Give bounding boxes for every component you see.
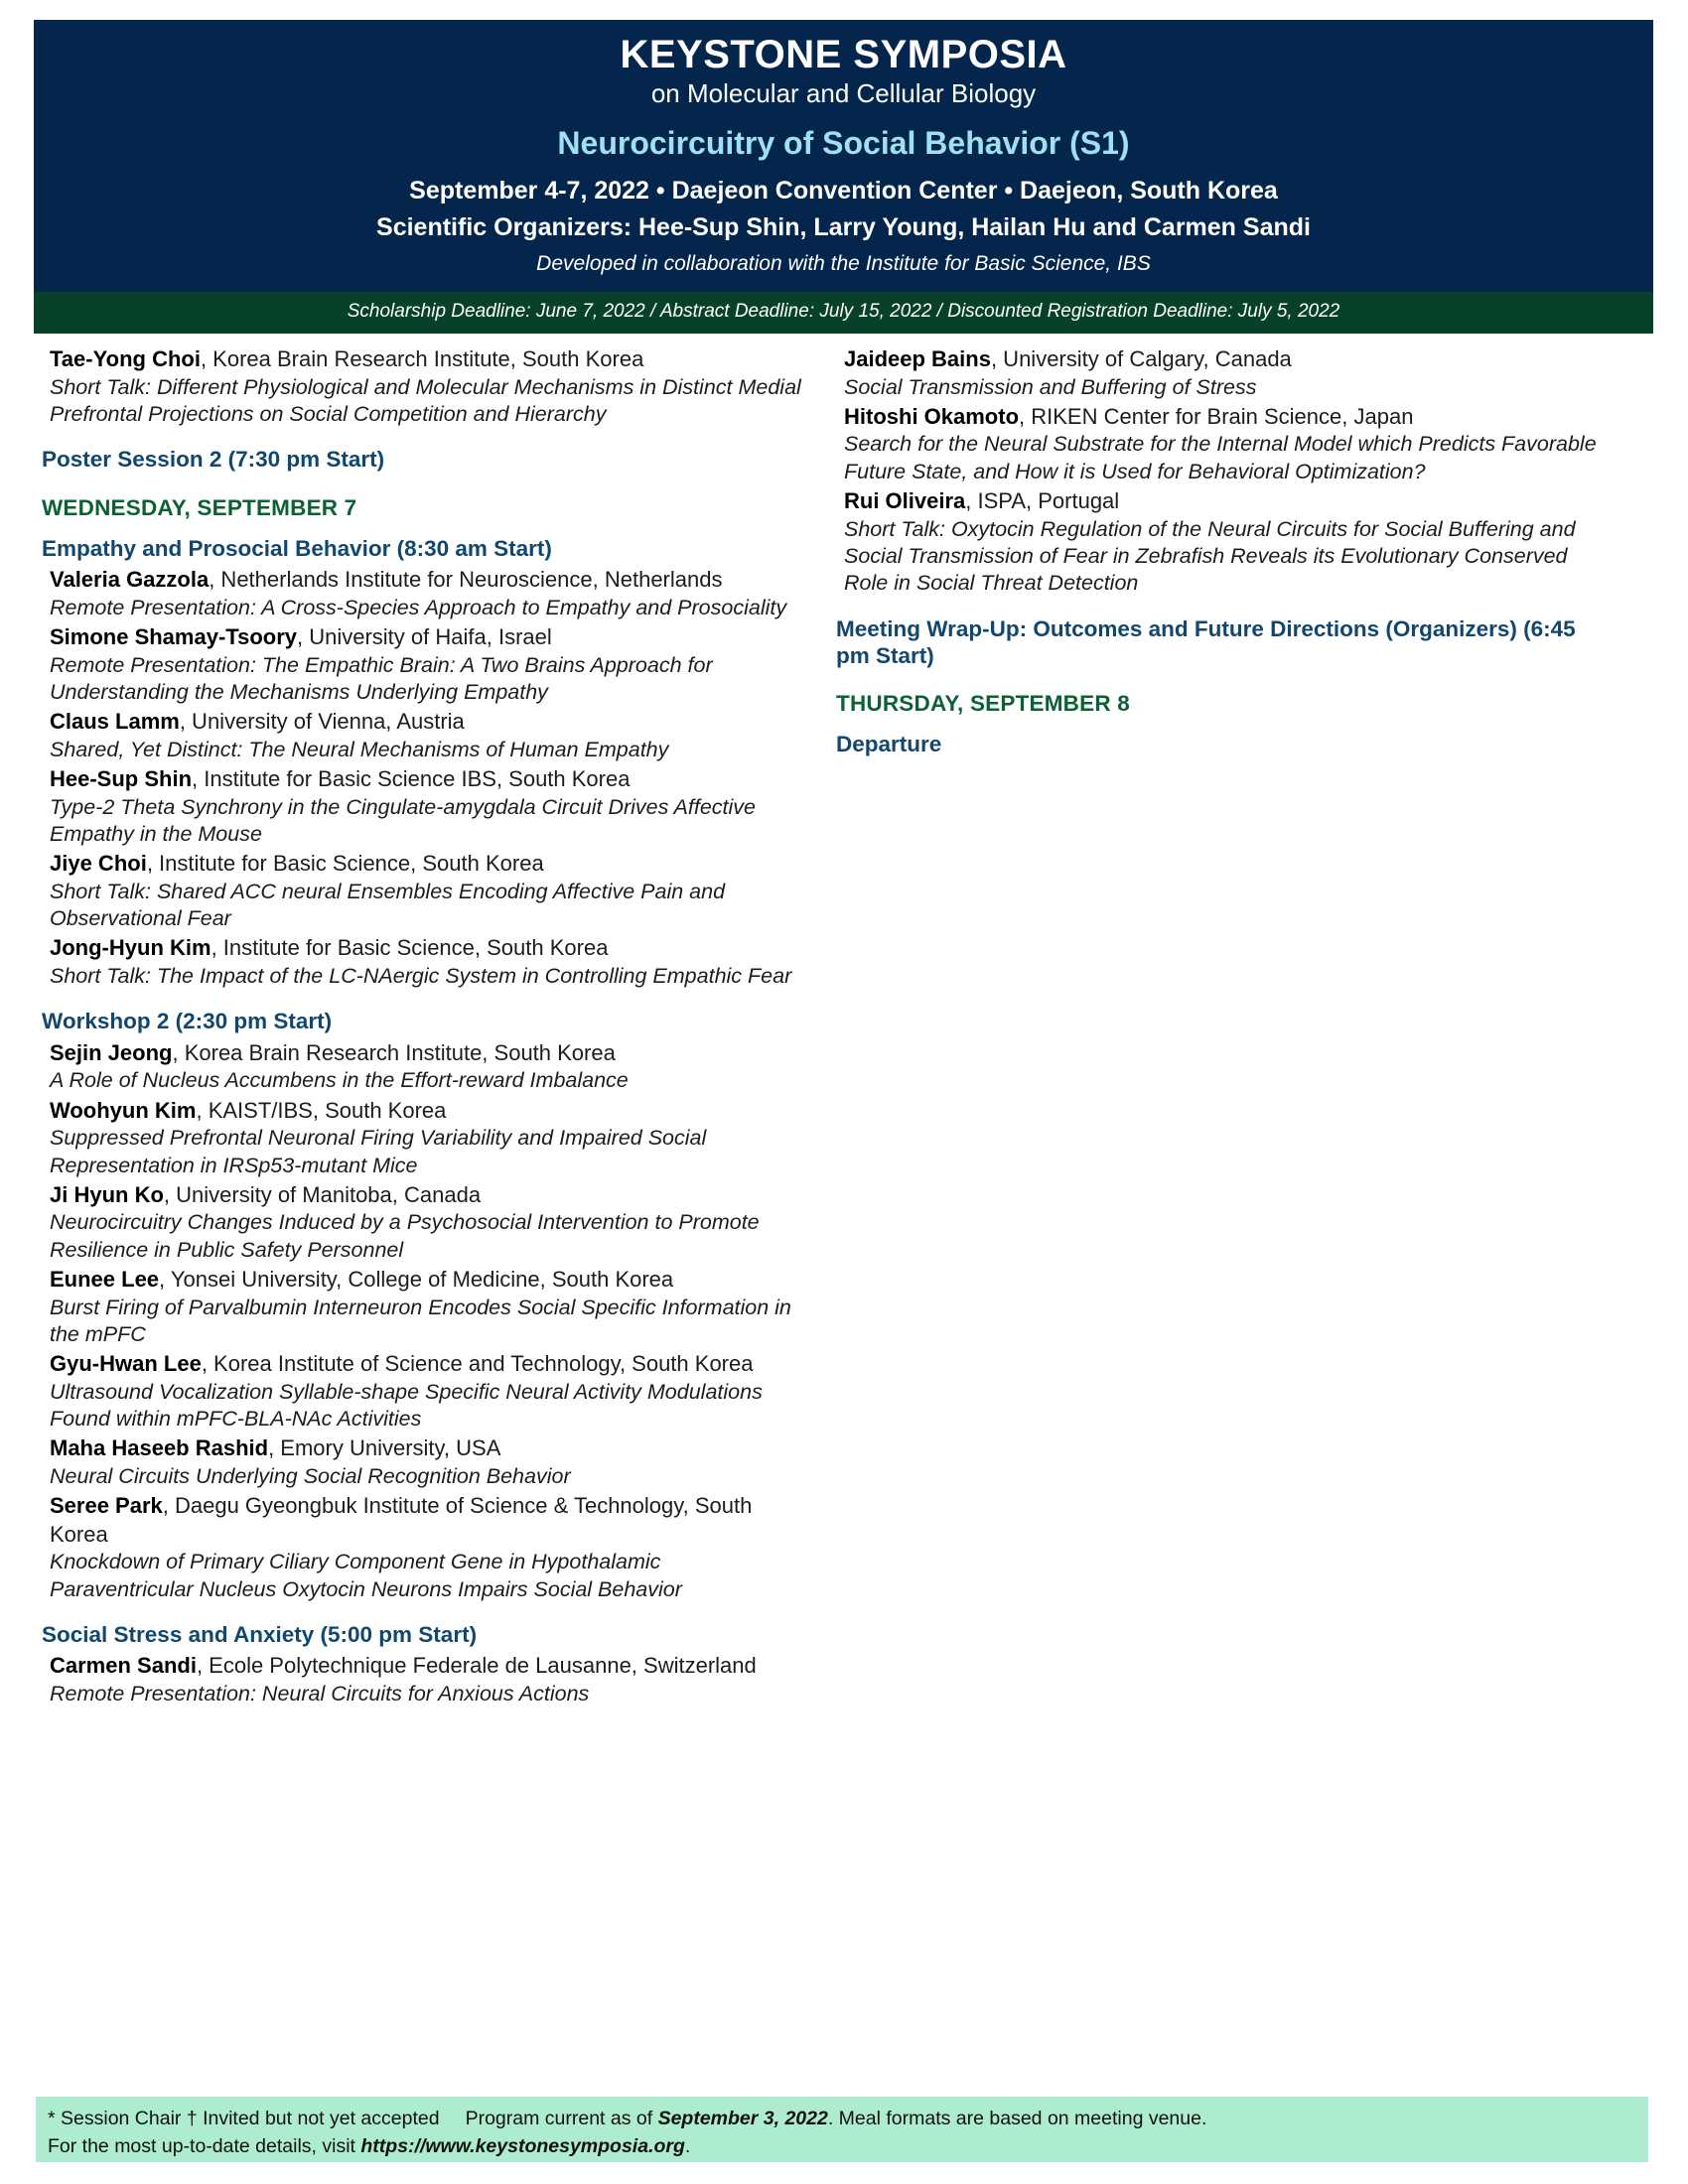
entry-person-line bbox=[50, 623, 809, 652]
entry-person-line bbox=[50, 850, 809, 879]
speaker-affiliation: , Korea Brain Research Institute, South Korea bbox=[172, 1039, 616, 1065]
program-column-left bbox=[40, 345, 809, 1709]
speaker-affiliation: , RIKEN Center for Brain Science, Japan bbox=[1019, 403, 1414, 429]
talk-title: Social Transmission and Buffering of Stress bbox=[844, 374, 1257, 399]
entry-person-line bbox=[844, 345, 1604, 374]
speaker-affiliation: , University of Manitoba, Canada bbox=[163, 1181, 482, 1207]
speaker-name: Maha Haseeb Rashid bbox=[50, 1435, 269, 1461]
speaker-affiliation: , Korea Institute of Science and Technology, South Korea bbox=[201, 1351, 754, 1377]
talk-title: Neurocircuitry Changes Induced by a Psychosocial Intervention to Promote Resilience in Public Safety Personnel bbox=[50, 1210, 760, 1262]
symposia-title: KEYSTONE SYMPOSIA bbox=[620, 33, 1067, 76]
footer-line-2 bbox=[48, 2133, 1648, 2161]
program-entry bbox=[40, 1434, 809, 1490]
entry-person-line bbox=[50, 1266, 809, 1295]
session-header-social-stress-anxiety: Social Stress and Anxiety (5:00 pm Start) bbox=[42, 1622, 478, 1648]
speaker-name: Simone Shamay-Tsoory bbox=[50, 623, 297, 649]
speaker-name: Gyu-Hwan Lee bbox=[50, 1351, 202, 1377]
program-entry bbox=[40, 1350, 809, 1433]
speaker-name: Jong-Hyun Kim bbox=[50, 935, 211, 961]
collaboration-note: Developed in collaboration with the Institute for Basic Science, IBS bbox=[536, 252, 1151, 276]
entry-person-line bbox=[50, 1350, 809, 1379]
program-entry bbox=[40, 1097, 809, 1179]
program-entry bbox=[834, 345, 1604, 401]
talk-title: Knockdown of Primary Ciliary Component Gene in Hypothalamic Paraventricular Nucleus Oxytocin Neurons Impairs Social Behavior bbox=[50, 1550, 682, 1601]
speaker-name: Seree Park bbox=[50, 1493, 163, 1519]
program-entry bbox=[40, 566, 809, 621]
speaker-affiliation: , KAIST/IBS, South Korea bbox=[196, 1097, 447, 1123]
program-entry bbox=[40, 708, 809, 763]
speaker-name: Eunee Lee bbox=[50, 1267, 160, 1292]
speaker-name: Carmen Sandi bbox=[50, 1653, 197, 1679]
session-header-empathy-prosocial: Empathy and Prosocial Behavior (8:30 am Start) bbox=[42, 535, 552, 561]
entry-person-line bbox=[844, 487, 1604, 516]
session-header-meeting-wrap-up: Meeting Wrap-Up: Outcomes and Future Directions (Organizers) (6:45 pm Start) bbox=[836, 615, 1576, 668]
program-entry bbox=[40, 1652, 809, 1707]
speaker-affiliation: , University of Vienna, Austria bbox=[179, 709, 465, 735]
speaker-name: Rui Oliveira bbox=[844, 488, 966, 514]
speaker-affiliation: , University of Calgary, Canada bbox=[990, 346, 1292, 371]
program-column-right bbox=[834, 345, 1604, 762]
speaker-affiliation: , University of Haifa, Israel bbox=[297, 623, 552, 649]
session-entries-workshop-2 bbox=[40, 1039, 809, 1603]
footer-visit-label: For the most up-to-date details, visit bbox=[48, 2134, 361, 2157]
entry-person-line bbox=[50, 1097, 809, 1126]
entry-person-line bbox=[50, 708, 809, 737]
talk-title: Short Talk: Oxytocin Regulation of the Neural Circuits for Social Buffering and Social Transmission of Fear in Zebrafish Reveals its Evolutionary Conserved Role in Social Threat Detection bbox=[844, 516, 1576, 596]
talk-title: Short Talk: Different Physiological and Molecular Mechanisms in Distinct Medial Prefrontal Projections on Social Competition and Hierarchy bbox=[50, 374, 801, 426]
entry-person-line bbox=[50, 1434, 809, 1463]
talk-title: Suppressed Prefrontal Neuronal Firing Variability and Impaired Social Representation in IRSp53-mutant Mice bbox=[50, 1126, 707, 1177]
talk-title: Type-2 Theta Synchrony in the Cingulate-amygdala Circuit Drives Affective Empathy in the Mouse bbox=[50, 794, 757, 846]
talk-title: Remote Presentation: A Cross-Species Approach to Empathy and Prosociality bbox=[50, 595, 787, 619]
speaker-affiliation: , Netherlands Institute for Neuroscience, Netherlands bbox=[209, 567, 723, 593]
speaker-name: Jiye Choi bbox=[50, 851, 147, 877]
entry-person-line bbox=[50, 934, 809, 963]
speaker-name: Sejin Jeong bbox=[50, 1039, 173, 1065]
speaker-affiliation: , Yonsei University, College of Medicine, South Korea bbox=[159, 1267, 674, 1292]
scientific-organizers: Scientific Organizers: Hee-Sup Shin, Larry Young, Hailan Hu and Carmen Sandi bbox=[376, 213, 1311, 242]
entry-person-line bbox=[50, 566, 809, 595]
footer-meal-note: . Meal formats are based on meeting venue. bbox=[827, 2108, 1207, 2129]
meeting-dates-venue: September 4-7, 2022 • Daejeon Convention Center • Daejeon, South Korea bbox=[409, 176, 1278, 205]
entry-person-line bbox=[50, 1039, 809, 1068]
speaker-name: Ji Hyun Ko bbox=[50, 1181, 164, 1207]
speaker-affiliation: , Emory University, USA bbox=[268, 1435, 501, 1461]
session-entries-empathy-prosocial bbox=[40, 566, 809, 990]
program-entry bbox=[40, 345, 809, 428]
program-entry bbox=[40, 1039, 809, 1095]
talk-title: Short Talk: The Impact of the LC-NAergic System in Controlling Empathic Fear bbox=[50, 964, 792, 988]
footer-line-1 bbox=[48, 2106, 1648, 2133]
speaker-name: Woohyun Kim bbox=[50, 1097, 197, 1123]
header-banner bbox=[34, 20, 1653, 334]
talk-title: Burst Firing of Parvalbumin Interneuron Encodes Social Specific Information in the mPFC bbox=[50, 1295, 791, 1346]
speaker-name: Tae-Yong Choi bbox=[50, 346, 201, 371]
speaker-name: Jaideep Bains bbox=[844, 346, 991, 371]
program-entry bbox=[40, 1492, 809, 1603]
speaker-affiliation: , Institute for Basic Science, South Korea bbox=[146, 851, 544, 877]
program-entry bbox=[40, 1266, 809, 1348]
program-entry bbox=[40, 1181, 809, 1264]
speaker-affiliation: , ISPA, Portugal bbox=[965, 488, 1120, 514]
footer-current-as-of-label: Program current as of bbox=[465, 2108, 658, 2129]
talk-title: Ultrasound Vocalization Syllable-shape Specific Neural Activity Modulations Found within mPFC-BLA-NAc Activities bbox=[50, 1379, 763, 1432]
deadlines-bar: Scholarship Deadline: June 7, 2022 / Abstract Deadline: July 15, 2022 / Discounted Registration Deadline: July 5, 2022 bbox=[34, 292, 1653, 335]
entry-person-line bbox=[50, 1492, 809, 1549]
footer-current-date: September 3, 2022 bbox=[657, 2108, 828, 2129]
session-header-workshop-2: Workshop 2 (2:30 pm Start) bbox=[42, 1009, 333, 1034]
speaker-affiliation: , Ecole Polytechnique Federale de Lausanne, Switzerland bbox=[196, 1653, 757, 1679]
day-header-thursday: THURSDAY, SEPTEMBER 8 bbox=[836, 691, 1130, 717]
entry-person-line bbox=[50, 765, 809, 794]
program-entry bbox=[834, 487, 1604, 597]
program-entry bbox=[834, 403, 1604, 485]
speaker-name: Claus Lamm bbox=[50, 709, 180, 735]
speaker-affiliation: , Korea Brain Research Institute, South Korea bbox=[200, 346, 644, 371]
talk-title: Remote Presentation: Neural Circuits for Anxious Actions bbox=[50, 1682, 590, 1706]
session-header-poster-session-2: Poster Session 2 (7:30 pm Start) bbox=[42, 447, 385, 473]
speaker-name: Valeria Gazzola bbox=[50, 567, 210, 593]
speaker-name: Hee-Sup Shin bbox=[50, 766, 193, 792]
symposia-subtitle: on Molecular and Cellular Biology bbox=[650, 78, 1037, 108]
talk-title: Search for the Neural Substrate for the Internal Model which Predicts Favorable Future State, and How it is Used for Behavioral Optimization? bbox=[844, 432, 1597, 483]
entry-person-line bbox=[50, 1652, 809, 1681]
talk-title: Neural Circuits Underlying Social Recognition Behavior bbox=[50, 1463, 571, 1488]
speaker-affiliation: , Institute for Basic Science IBS, South Korea bbox=[192, 766, 631, 792]
entry-person-line bbox=[844, 403, 1604, 432]
talk-title: Remote Presentation: The Empathic Brain: A Two Brains Approach for Understanding the Mechanisms Underlying Empathy bbox=[50, 652, 713, 704]
footer-legend: * Session Chair † Invited but not yet accepted bbox=[48, 2108, 440, 2129]
footer-website-url[interactable]: https://www.keystonesymposia.org bbox=[360, 2134, 685, 2157]
speaker-affiliation: , Institute for Basic Science, South Korea bbox=[211, 935, 609, 961]
footer-note-box bbox=[36, 2097, 1648, 2162]
talk-title: Short Talk: Shared ACC neural Ensembles Encoding Affective Pain and Observational Fear bbox=[50, 879, 726, 931]
meeting-title: Neurocircuitry of Social Behavior (S1) bbox=[557, 124, 1130, 161]
entry-person-line bbox=[50, 1181, 809, 1210]
day-header-wednesday: WEDNESDAY, SEPTEMBER 7 bbox=[42, 494, 357, 520]
speaker-affiliation: , Daegu Gyeongbuk Institute of Science & Technology, South Korea bbox=[50, 1493, 753, 1547]
session-header-departure: Departure bbox=[836, 732, 942, 757]
program-entry bbox=[40, 850, 809, 932]
session-entries-social-stress-anxiety bbox=[40, 1652, 809, 1707]
talk-title: Shared, Yet Distinct: The Neural Mechanisms of Human Empathy bbox=[50, 737, 669, 761]
talk-title: A Role of Nucleus Accumbens in the Effort-reward Imbalance bbox=[50, 1068, 629, 1093]
program-entry bbox=[40, 934, 809, 990]
program-entry bbox=[40, 623, 809, 706]
program-entry bbox=[40, 765, 809, 848]
entry-person-line bbox=[50, 345, 809, 374]
speaker-name: Hitoshi Okamoto bbox=[844, 403, 1020, 429]
footer-period: . bbox=[684, 2134, 691, 2157]
